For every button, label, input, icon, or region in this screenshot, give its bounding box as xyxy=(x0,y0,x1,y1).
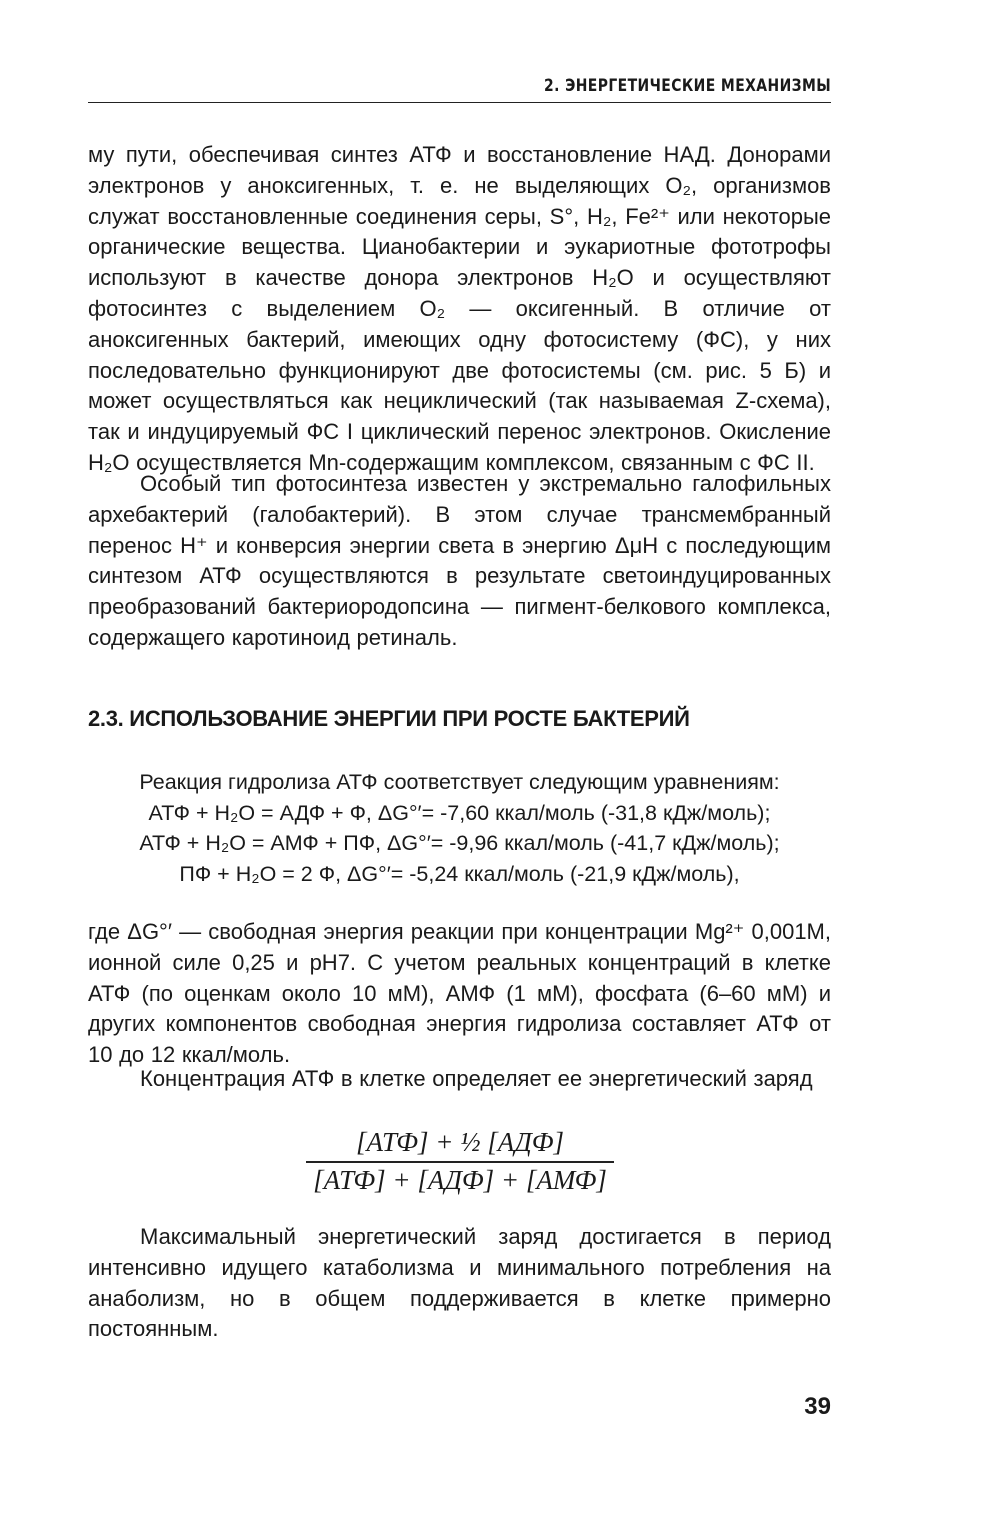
formula-numerator: [АТФ] + ½ [АДФ] xyxy=(356,1127,564,1157)
formula-denominator: [АТФ] + [АДФ] + [АМФ] xyxy=(313,1164,607,1195)
paragraph-photosynthesis: му пути, обеспечивая синтез АТФ и восстановление НАД. Донорами электронов у аноксигенных, т. е. не выделяющих O₂, организмов служат восстановленные соединения серы, S°, H₂, Fe²⁺ или некоторые органические вещества. Цианобактерии и эукариотные фототрофы используют в качестве донора электронов H₂O и осуществляют фотосинтез с выделением O₂ — оксигенный. В отличие от аноксигенных бактерий, имеющих одну фотосистему (ФС), у них последовательно функционируют две фотосистемы (см. рис. 5 Б) и может осуществляться как нециклический (так называемая Z-схема), так и индуцируемый ФС I циклический перенос электронов. Окисление H₂O осуществляется Mn-содержащим комплексом, связанным с ФС II. xyxy=(88,142,831,475)
energy-charge-formula xyxy=(300,1127,620,1196)
page-number: 39 xyxy=(804,1393,831,1420)
equation-2: АТФ + H₂O = АМФ + ПФ, ΔG°′= -9,96 ккал/моль (-41,7 кДж/моль); xyxy=(139,831,780,855)
paragraph-halobacteria: Особый тип фотосинтеза известен у экстремально галофильных архебактерий (галобактерий). В этом случае трансмембранный перенос H⁺ и конверсия энергии света в энергию ΔμH с последующим синтезом АТФ осуществляются в результате светоиндуцированных преобразований бактериородопсина — пигмент-белкового комплекса, содержащего каротиноид ретиналь. xyxy=(88,471,831,650)
running-head-title: 2. ЭНЕРГЕТИЧЕСКИЕ МЕХАНИЗМЫ xyxy=(543,76,831,96)
equation-1: АТФ + H₂O = АДФ + Ф, ΔG°′= -7,60 ккал/моль (-31,8 кДж/моль); xyxy=(148,800,771,825)
paragraph-block-3 xyxy=(88,917,831,1071)
running-header xyxy=(88,72,831,103)
paragraph-block-5 xyxy=(88,1222,831,1345)
equation-3: ПФ + H₂O = 2 Ф, ΔG°′= -5,24 ккал/моль (-21,9 кДж/моль), xyxy=(179,861,740,886)
equations-block xyxy=(88,767,831,889)
section-heading: 2.3. ИСПОЛЬЗОВАНИЕ ЭНЕРГИИ ПРИ РОСТЕ БАКТЕРИЙ xyxy=(88,706,690,731)
paragraph-free-energy: где ΔG°′ — свободная энергия реакции при концентрации Mg²⁺ 0,001М, ионной силе 0,25 и pH7. С учетом реальных концентраций в клетке АТФ (по оценкам около 10 мМ), АМФ (1 мМ), фосфата (6–60 мМ) и других компонентов свободная энергия гидролиза составляет АТФ от 10 до 12 ккал/моль. xyxy=(88,919,831,1068)
paragraph-max-charge: Максимальный энергетический заряд достигается в период интенсивно идущего катаболизма и минимального потребления на анаболизм, но в общем поддерживается в клетке примерно постоянным. xyxy=(88,1224,831,1342)
paragraph-block-1 xyxy=(88,140,831,479)
paragraph-block-4 xyxy=(88,1064,831,1095)
equations-intro: Реакция гидролиза АТФ соответствует следующим уравнениям: xyxy=(139,770,780,794)
paragraph-energy-charge: Концентрация АТФ в клетке определяет ее энергетический заряд xyxy=(140,1066,813,1091)
paragraph-block-2 xyxy=(88,469,831,654)
